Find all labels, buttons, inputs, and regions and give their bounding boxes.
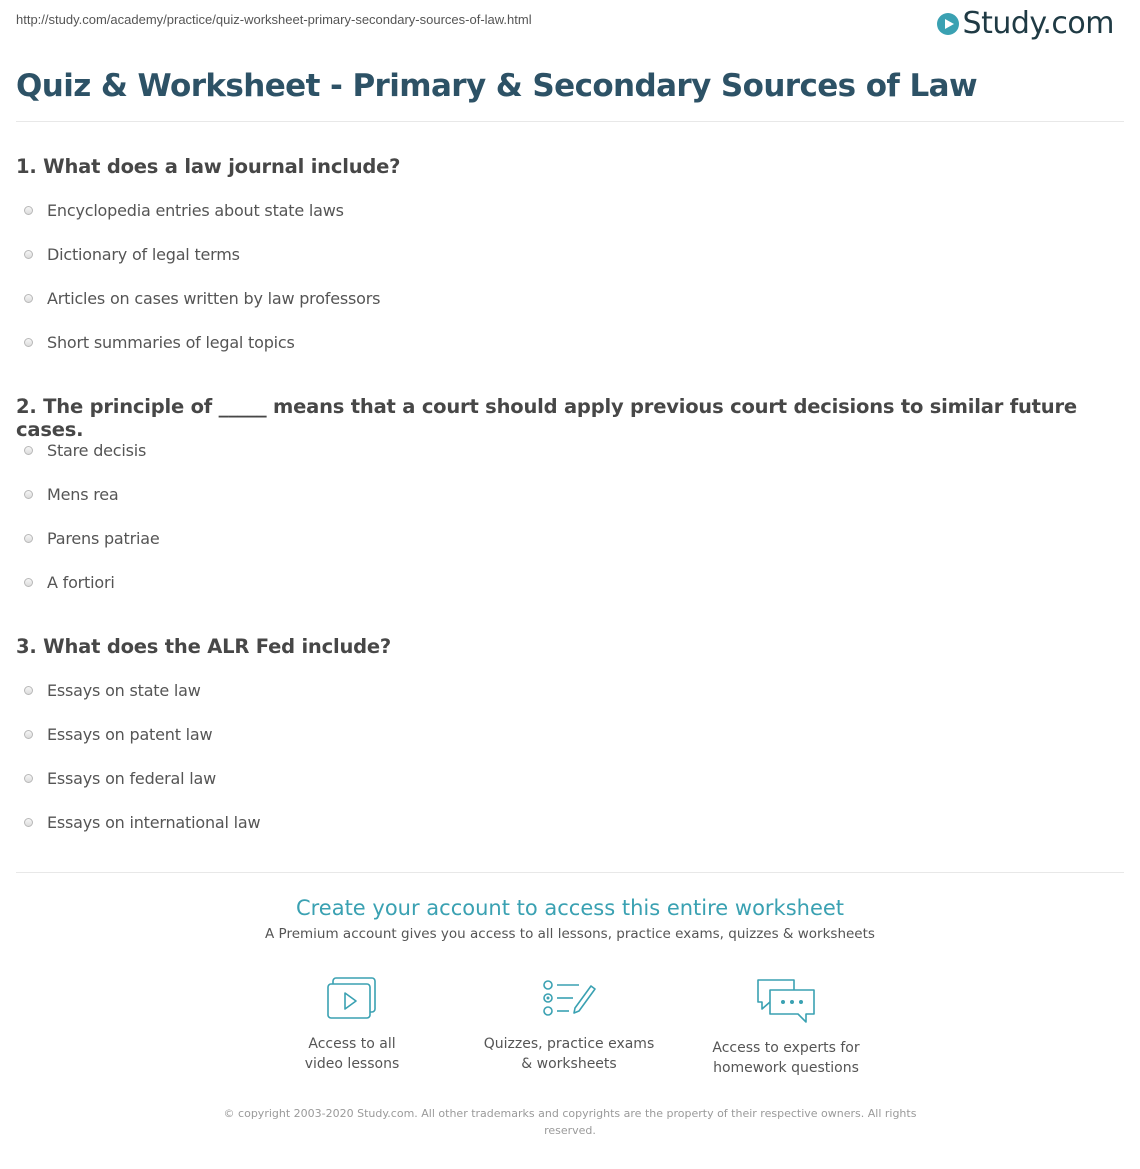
feature-line: Quizzes, practice exams (483, 1036, 655, 1052)
feature-label (252, 1034, 452, 1074)
answer-label: Articles on cases written by law professors (47, 288, 381, 308)
answer-label: Encyclopedia entries about state laws (47, 200, 344, 220)
chat-bubbles-icon (754, 976, 818, 1026)
question-1 (16, 155, 1124, 352)
answer-option[interactable] (16, 482, 119, 506)
feature-line: Access to experts for (712, 1040, 860, 1056)
question-text: 1. What does a law journal include? (16, 155, 401, 178)
question-3 (16, 635, 1124, 832)
feature-label (686, 1038, 886, 1078)
feature-line: Access to all (308, 1036, 396, 1052)
feature-line: homework questions (713, 1060, 859, 1076)
page-title: Quiz & Worksheet - Primary & Secondary Sources of Law (16, 68, 978, 104)
answer-label: Short summaries of legal topics (47, 332, 295, 352)
radio-button-icon[interactable] (24, 250, 33, 259)
radio-button-icon[interactable] (24, 818, 33, 827)
answer-option[interactable] (16, 810, 260, 834)
study-logo[interactable] (937, 6, 1114, 41)
feature-video-lessons (252, 976, 452, 1074)
answer-label: Essays on patent law (47, 724, 213, 744)
page-url: http://study.com/academy/practice/quiz-worksheet-primary-secondary-sources-of-law.html (16, 12, 532, 27)
feature-line: & worksheets (521, 1056, 617, 1072)
logo-text: Study.com (962, 6, 1114, 41)
answer-option[interactable] (16, 570, 115, 594)
radio-button-icon[interactable] (24, 490, 33, 499)
answer-option[interactable] (16, 242, 240, 266)
premium-description: A Premium account gives you access to all lessons, practice exams, quizzes & worksheets (265, 926, 875, 942)
question-text: 3. What does the ALR Fed include? (16, 635, 392, 658)
radio-button-icon[interactable] (24, 774, 33, 783)
radio-button-icon[interactable] (24, 686, 33, 695)
divider (16, 872, 1124, 873)
answer-label: Stare decisis (47, 440, 147, 460)
radio-button-icon[interactable] (24, 294, 33, 303)
radio-button-icon[interactable] (24, 446, 33, 455)
radio-button-icon[interactable] (24, 730, 33, 739)
answer-option[interactable] (16, 330, 295, 354)
answer-option[interactable] (16, 526, 159, 550)
answer-option[interactable] (16, 438, 146, 462)
answer-option[interactable] (16, 766, 216, 790)
feature-experts (686, 976, 886, 1078)
divider (16, 121, 1124, 122)
answer-option[interactable] (16, 198, 344, 222)
quiz-checklist-icon (539, 976, 599, 1022)
question-2 (16, 395, 1124, 592)
video-lessons-icon (325, 976, 379, 1022)
create-account-link[interactable]: Create your account to access this entire worksheet (295, 896, 845, 920)
feature-quizzes (469, 976, 669, 1074)
answer-label: Essays on state law (47, 680, 201, 700)
radio-button-icon[interactable] (24, 338, 33, 347)
radio-button-icon[interactable] (24, 534, 33, 543)
answer-option[interactable] (16, 678, 201, 702)
answer-label: A fortiori (47, 572, 115, 592)
question-text: 2. The principle of _____ means that a court should apply previous court decisions to similar future cases. (16, 395, 1077, 441)
copyright-footer: © copyright 2003-2020 Study.com. All other trademarks and copyrights are the property of their respective owners. All rights reserved. (223, 1107, 917, 1137)
answer-label: Dictionary of legal terms (47, 244, 240, 264)
feature-label (469, 1034, 669, 1074)
answer-label: Essays on international law (47, 812, 261, 832)
radio-button-icon[interactable] (24, 206, 33, 215)
radio-button-icon[interactable] (24, 578, 33, 587)
answer-label: Mens rea (47, 484, 119, 504)
answer-label: Parens patriae (47, 528, 160, 548)
feature-line: video lessons (304, 1056, 400, 1072)
answer-option[interactable] (16, 286, 380, 310)
answer-label: Essays on federal law (47, 768, 217, 788)
play-logo-icon (937, 13, 959, 35)
answer-option[interactable] (16, 722, 212, 746)
